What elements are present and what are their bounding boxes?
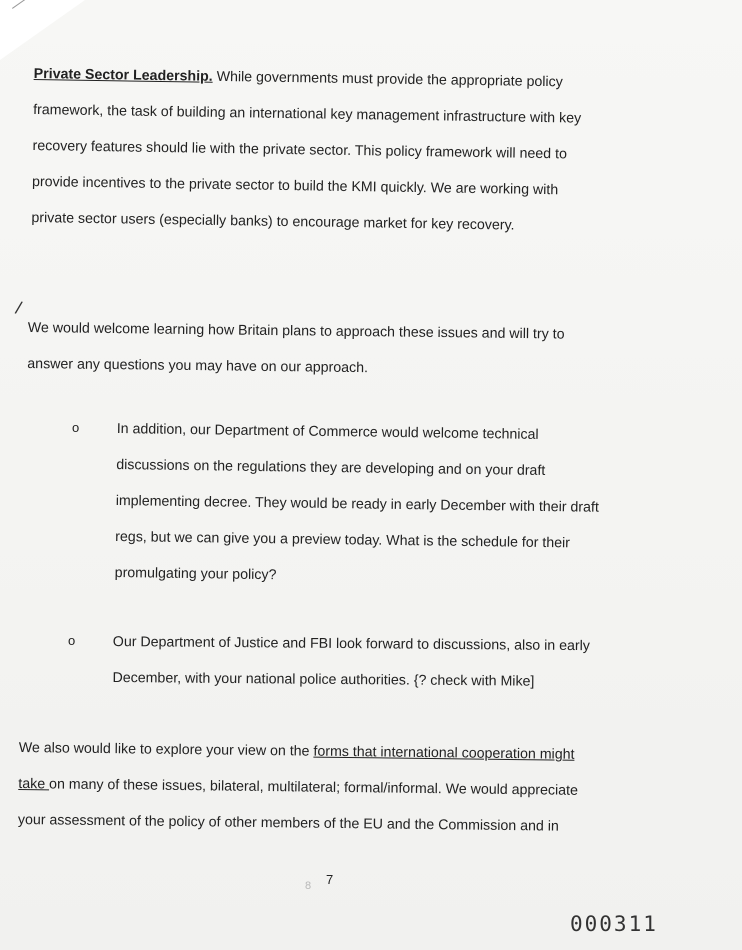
text-line: answer any questions you may have on our approach. xyxy=(27,355,369,377)
text-line: on many of these issues, bilateral, multilateral; formal/informal. We would appreciate xyxy=(49,776,579,799)
paragraph-heading: Private Sector Leadership. xyxy=(33,65,213,85)
underlined-phrase: forms that international cooperation might xyxy=(313,743,575,763)
text-line: private sector users (especially banks) to encourage market for key recovery. xyxy=(31,209,515,234)
text-line: While governments must provide the appropriate policy xyxy=(212,68,563,91)
bullet-marker: o xyxy=(72,420,80,435)
paragraph-britain xyxy=(27,310,565,389)
text-line: In addition, our Department of Commerce would welcome technical xyxy=(116,420,539,443)
bullet-commerce xyxy=(114,411,600,598)
text-line: regs, but we can give you a preview today. What is the schedule for their xyxy=(115,528,571,552)
text-line: recovery features should lie with the private sector. This policy framework will need to xyxy=(32,137,568,163)
text-line: promulgating your policy? xyxy=(114,564,277,584)
underlined-phrase: take xyxy=(18,775,50,793)
margin-mark: / xyxy=(13,297,24,319)
text-line: We would welcome learning how Britain plans to approach these issues and will try to xyxy=(27,319,565,343)
page-number: 7 xyxy=(326,872,334,887)
text-line: discussions on the regulations they are developing and on your draft xyxy=(116,456,546,479)
bullet-justice xyxy=(112,624,590,700)
bleed-through-page-number: 8 xyxy=(305,880,312,892)
paragraph-private-sector xyxy=(31,56,582,245)
paragraph-cooperation xyxy=(18,730,579,845)
text-line: framework, the task of building an international key management infrastructure with key xyxy=(33,101,582,127)
bullet-marker: o xyxy=(68,633,76,648)
text-line: We also would like to explore your view on the xyxy=(18,739,314,760)
folded-corner xyxy=(0,0,85,60)
document-stamp-number: 000311 xyxy=(570,912,658,936)
text-line: Our Department of Justice and FBI look forward to discussions, also in early xyxy=(112,633,590,655)
text-line: your assessment of the policy of other members of the EU and the Commission and in xyxy=(17,811,559,835)
text-line: implementing decree. They would be ready in early December with their draft xyxy=(115,492,599,516)
text-line: December, with your national police authorities. {? check with Mike] xyxy=(112,669,535,690)
text-line: provide incentives to the private sector to build the KMI quickly. We are working with xyxy=(31,173,559,199)
